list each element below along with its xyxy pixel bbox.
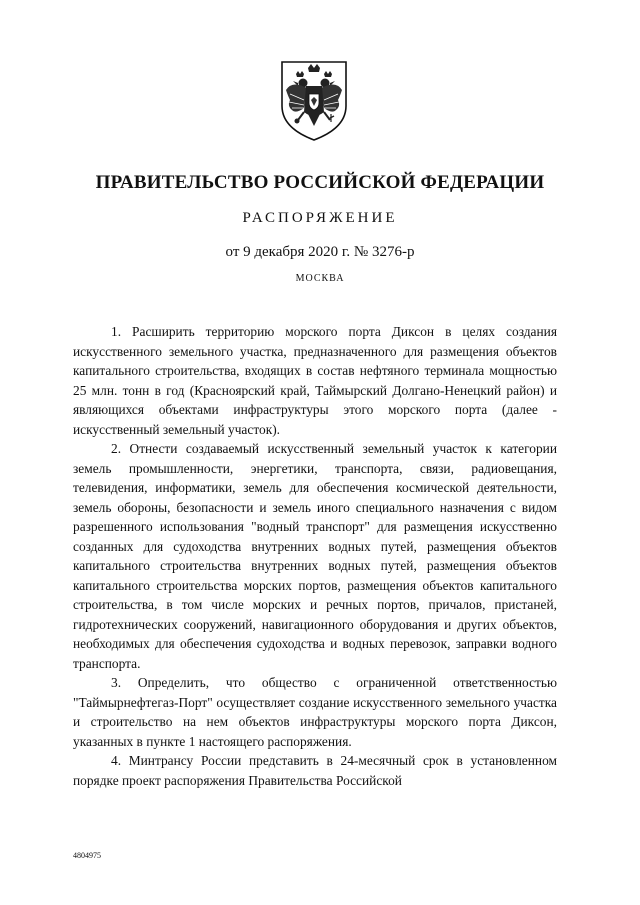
russian-coat-of-arms-icon [270, 56, 358, 144]
document-city: МОСКВА [295, 273, 345, 284]
document-date-number: от 9 декабря 2020 г. № 3276-р [225, 244, 415, 260]
document-body [73, 322, 557, 790]
paragraph-2: 2. Отнести создаваемый искусственный земельный участок к категории земель промышленности, энергетики, транспорта, связи, радиовещания, телевидения, информатики, земель для обеспечения космической деятельности, земель обороны, безопасности и земель иного специального назначения с видом разрешенного использования "водный транспорт" для размещения искусственно созданных для судоходства внутренних водных путей, размещения объектов капитального строительства внутренних водных путей, размещения объектов капитального строительства морских портов, размещения объектов капитального строительства, в том числе морских и речных портов, причалов, пристаней, гидротехнических сооружений, навигационного оборудования и других объектов, необходимых для обеспечения судоходства и водных перевозок, заправки водного транспорта. [73, 441, 557, 671]
paragraph-4: 4. Минтрансу России представить в 24-месячный срок в установленном порядке проект распоряжения Правительства Российской [73, 753, 557, 788]
paragraph-3: 3. Определить, что общество с ограниченной ответственностью "Таймырнефтегаз-Порт" осуществляет создание искусственного земельного участка и строительство на нем объектов инфраструктуры морского порта Диксон, указанных в пункте 1 настоящего распоряжения. [73, 675, 557, 749]
government-title: ПРАВИТЕЛЬСТВО РОССИЙСКОЙ ФЕДЕРАЦИИ [95, 172, 545, 193]
document-code: 4804975 [73, 851, 101, 860]
document-type: РАСПОРЯЖЕНИЕ [242, 210, 398, 226]
paragraph-1: 1. Расширить территорию морского порта Диксон в целях создания искусственного земельного участка, предназначенного для размещения объектов капитального строительства, входящих в состав нефтяного терминала мощностью 25 млн. тонн в год (Красноярский край, Таймырский Долгано-Ненецкий район) и являющихся объектами инфраструктуры этого морского порта (далее - искусственный земельный участок). [73, 324, 557, 437]
